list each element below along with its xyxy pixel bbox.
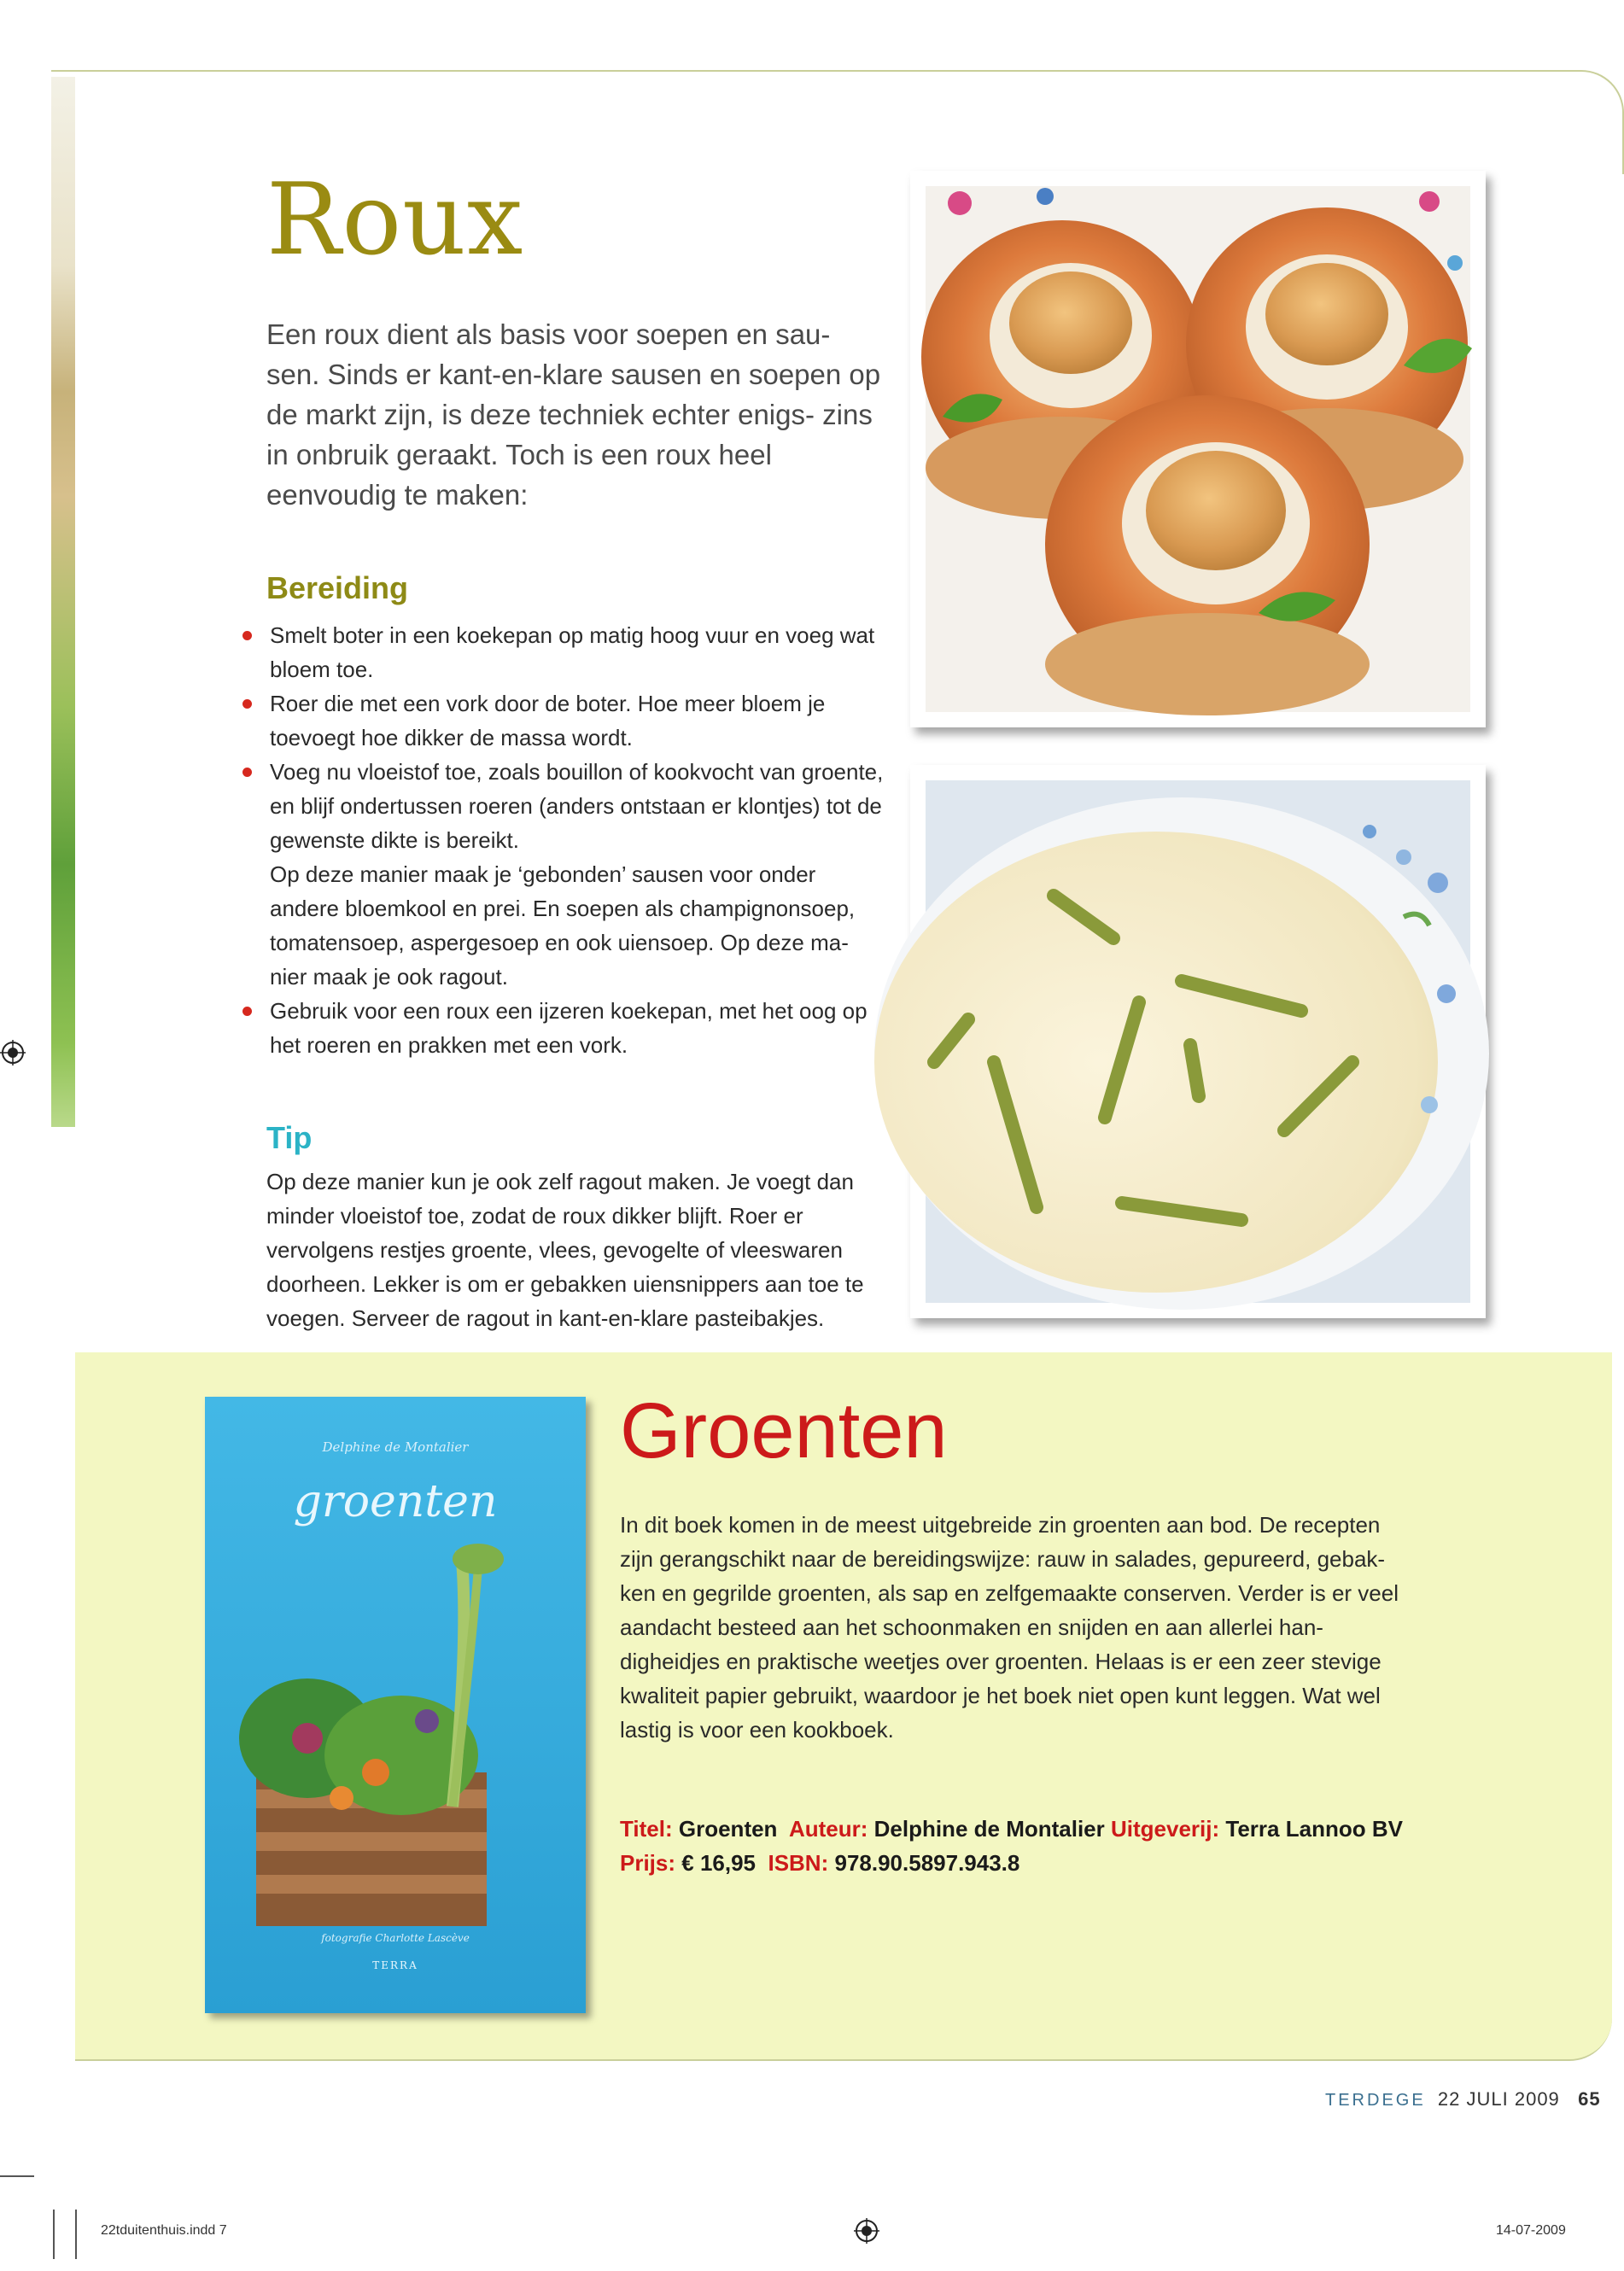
issue-date: 22 JULI 2009 xyxy=(1437,2088,1560,2110)
step-item xyxy=(239,755,888,994)
vol-au-vent-image xyxy=(926,186,1470,712)
step-item xyxy=(239,618,888,686)
book-cover xyxy=(205,1397,586,2013)
magazine-name: TERDEGE xyxy=(1325,2091,1426,2110)
left-page-photo-edge xyxy=(51,77,75,1127)
article-title: Roux xyxy=(266,162,524,277)
page-footer xyxy=(1325,2088,1601,2110)
isbn-value: 978.90.5897.943.8 xyxy=(834,1850,1020,1876)
step-text: Voeg nu vloeistof toe, zoals bouillon of kookvocht van groente, en blijf ondertussen roeren (anders ontstaan er klontjes) tot de gewenste dikte is bereikt. xyxy=(270,759,884,853)
isbn-label: ISBN: xyxy=(768,1850,829,1876)
step-text: Smelt boter in een koekepan op matig hoog vuur en voeg wat bloem toe. xyxy=(270,622,875,682)
bullet-icon xyxy=(242,1007,252,1016)
step-text: Gebruik voor een roux een ijzeren koekepan, met het oog op het roeren en prakken met een vork. xyxy=(270,998,867,1058)
cover-author: Delphine de Montalier xyxy=(322,1439,469,1455)
bullet-icon xyxy=(242,631,252,640)
registration-mark-icon xyxy=(0,1040,26,1065)
registration-mark-icon xyxy=(854,2218,879,2244)
review-text: In dit boek komen in de meest uitgebreide zin groenten aan bod. De recepten zijn gerangschikt naar de bereidingswijze: rauw in salades, gepureerd, gebak- ken en gegrilde groenten, als sap en zelfgemaakte conserven. Verder is er veel aandacht besteed aan het schoonmaken en snijden en aan allerlei han- digheidjes en praktische weetjes over groenten. Helaas is er een zeer stevige kwaliteit papier gebruikt, waardoor je het boek niet open kunt leggen. Wat wel lastig is voor een kookboek. xyxy=(620,1512,1399,1743)
bereiding-steps xyxy=(239,618,888,1062)
page-number: 65 xyxy=(1578,2088,1601,2110)
prijs-label: Prijs: xyxy=(620,1850,676,1876)
auteur-value: Delphine de Montalier xyxy=(873,1816,1105,1842)
asparagus-soup-image xyxy=(926,780,1470,1303)
cover-publisher: TERRA xyxy=(372,1959,418,1971)
book-cover-image xyxy=(205,1397,586,2013)
page-frame-line xyxy=(51,70,1624,174)
step-item xyxy=(239,686,888,755)
book-details xyxy=(620,1812,1422,1880)
crop-mark xyxy=(0,2175,34,2177)
step-text: Roer die met een vork door de boter. Hoe meer bloem je toevoegt hoe dikker de massa wordt. xyxy=(270,691,826,750)
review-title: Groenten xyxy=(620,1387,948,1474)
bereiding-heading: Bereiding xyxy=(266,570,409,605)
titel-label: Titel: xyxy=(620,1816,673,1842)
print-file-label: 22tduitenthuis.indd 7 xyxy=(101,2223,227,2238)
crop-mark xyxy=(53,2210,55,2259)
tip-heading: Tip xyxy=(266,1120,313,1155)
bullet-icon xyxy=(242,699,252,709)
cover-photographer: fotografie Charlotte Lascève xyxy=(321,1932,470,1944)
pastry-photo xyxy=(910,171,1486,727)
print-date: 14-07-2009 xyxy=(1496,2223,1566,2238)
step-note: Op deze manier maak je ‘gebonden’ sausen voor onder andere bloemkool en prei. En soepen als champignonsoep, tomatensoep, aspergesoep en ook uiensoep. Op deze ma- nier maak je ook ragout. xyxy=(270,861,856,990)
auteur-label: Auteur: xyxy=(788,1816,868,1842)
cover-title: groenten xyxy=(293,1476,498,1527)
bullet-icon xyxy=(242,768,252,777)
crop-mark xyxy=(75,2210,77,2259)
article-intro: Een roux dient als basis voor soepen en sau- sen. Sinds er kant-en-klare sausen en soepen op de markt zijn, is deze techniek echter enigs- zins in onbruik geraakt. Toch is een roux heel eenvoudig te maken: xyxy=(266,318,881,511)
prijs-value: € 16,95 xyxy=(681,1850,757,1876)
titel-value: Groenten xyxy=(678,1816,778,1842)
soup-photo xyxy=(910,765,1486,1318)
uitgeverij-value: Terra Lannoo BV xyxy=(1225,1816,1403,1842)
tip-text: Op deze manier kun je ook zelf ragout maken. Je voegt dan minder vloeistof toe, zodat de roux dikker blijft. Roer er vervolgens restjes groente, vlees, gevogelte of vleeswaren doorheen. Lekker is om er gebakken uiensnippers aan toe te voegen. Serveer de ragout in kant-en-klare pasteibakjes. xyxy=(266,1169,864,1331)
uitgeverij-label: Uitgeverij: xyxy=(1111,1816,1220,1842)
step-item xyxy=(239,994,888,1062)
